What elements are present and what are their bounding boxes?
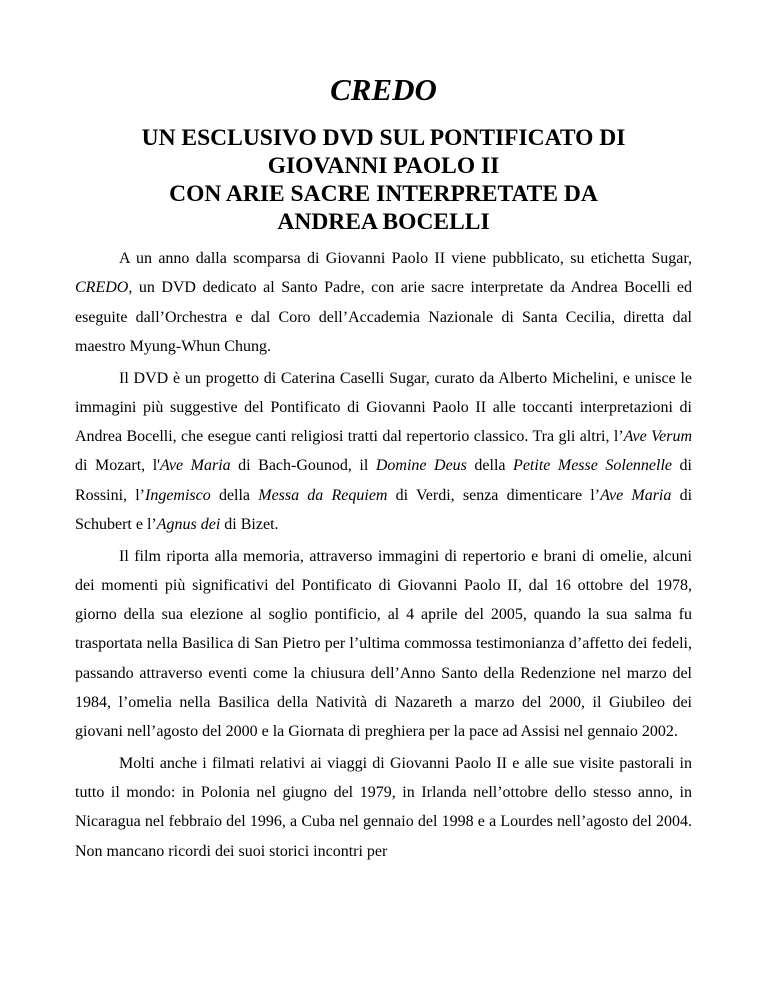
work-title: Domine Deus <box>375 457 467 475</box>
work-title: Agnus dei <box>156 515 221 533</box>
paragraph-film-memory: Il film riporta alla memoria, attraverso immagini di repertorio e brani di omelie, alcuni dei momenti più significativi del Pontificato di Giovanni Paolo II, dal 16 ottobre del 1978, giorno della sua elezione al soglio pontificio, al 4 aprile del 2005, quando la sua salma fu trasportata nella Basilica di San Pietro per l’ultima commossa testimonianza d’affetto dei fedeli, passando attraverso eventi come la chiusura dell’Anno Santo della Redenzione nel marzo del 1984, l’omelia nella Basilica della Natività di Nazareth a marzo del 2000, il Giubileo dei giovani nell’agosto del 2000 e la Giornata di preghiera per la pace ad Assisi nel gennaio 2002. <box>75 547 692 740</box>
paragraph-travels: Molti anche i filmati relativi ai viaggi di Giovanni Paolo II e alle sue visite pastorali in tutto il mondo: in Polonia nel giugno del 1979, in Irlanda nell’ottobre dello stesso anno, in Nicaragua nel febbraio del 1996, a Cuba nel gennaio del 1998 e a Lourdes nell’agosto del 2004. Non mancano ricordi dei suoi storici incontri per <box>75 754 692 860</box>
work-title: Messa da Requiem <box>258 486 388 504</box>
subtitle-line: UN ESCLUSIVO DVD SUL PONTIFICATO DI <box>141 125 626 151</box>
work-title: Ingemisco <box>144 486 211 504</box>
subtitle-line: ANDREA BOCELLI <box>277 209 490 235</box>
work-title: Ave Verum <box>623 428 693 445</box>
document-subtitle <box>75 124 692 236</box>
credo-title-ref: CREDO, <box>75 279 133 297</box>
paragraph-intro: A un anno dalla scomparsa di Giovanni Paolo II viene pubblicato, su etichetta Sugar, CREDO, un DVD dedicato al Santo Padre, con arie sacre interpretate da Andrea Bocelli ed eseguite dall’Orchestra e dal Coro dell’Accademia Nazionale di Santa Cecilia, diretta dal maestro Myung-Whun Chung. <box>75 250 692 355</box>
subtitle-line: CON ARIE SACRE INTERPRETATE DA <box>169 181 598 207</box>
work-title: Petite Messe Solennelle <box>513 457 673 475</box>
document-title: CREDO <box>330 72 437 107</box>
work-title: Ave Maria <box>160 457 231 475</box>
subtitle-line: GIOVANNI PAOLO II <box>267 153 500 179</box>
work-title: Ave Maria <box>600 486 672 504</box>
article-body <box>75 244 692 868</box>
paragraph-repertoire: Il DVD è un progetto di Caterina Caselli Sugar, curato da Alberto Michelini, e unisce le immagini più suggestive del Pontificato di Giovanni Paolo II alle toccanti interpretazioni di Andrea Bocelli, che esegue canti religiosi tratti dal repertorio classico. Tra gli altri, l’Ave Verum di Mozart, l'Ave Maria di Bach-Gounod, il Domine Deus della Petite Messe Solennelle di Rossini, l’Ingemisco della Messa da Requiem di Verdi, senza dimenticare l’Ave Maria di Schubert e l’Agnus dei di Bizet. <box>75 369 693 533</box>
